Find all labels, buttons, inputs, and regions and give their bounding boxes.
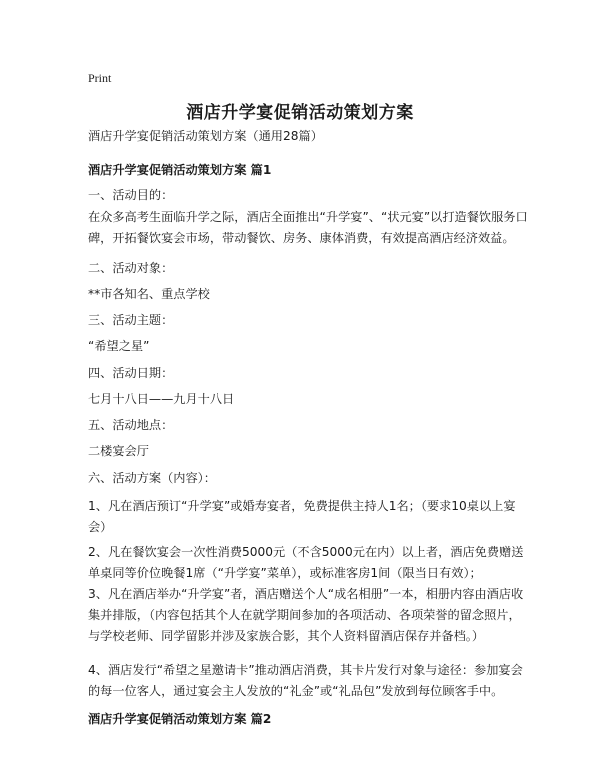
section-heading-2: 酒店升学宴促销活动策划方案 篇2 — [88, 712, 272, 726]
date-label: 四、活动日期： — [88, 366, 174, 380]
location-text: 二楼宴会厅 — [88, 444, 149, 458]
purpose-label: 一、活动目的： — [88, 188, 174, 202]
plan-item-1: 1、凡在酒店预订“升学宴”或婚寿宴者，免费提供主持人1名；（要求10桌以上宴会） — [88, 499, 516, 534]
document-subtitle: 酒店升学宴促销活动策划方案（通用28篇） — [88, 129, 323, 143]
plan-label: 六、活动方案（内容）： — [88, 471, 216, 485]
target-label: 二、活动对象： — [88, 261, 174, 275]
purpose-text: 在众多高考生面临升学之际，酒店全面推出“升学宴”、“状元宴”以打造餐饮服务口碑，开拓餐饮宴会市场，带动餐饮、房务、康体消费，有效提高酒店经济效益。 — [88, 210, 528, 245]
plan-item-2: 2、凡在餐饮宴会一次性消费5000元（不含5000元在内）以上者，酒店免费赠送单桌同等价位晚餐1席（“升学宴”菜单），或标准客房1间（限当日有效）； — [88, 545, 524, 580]
plan-item-4: 4、酒店发行“希望之星邀请卡”推动酒店消费，其卡片发行对象与途径：参加宴会的每一位客人，通过宴会主人发放的“礼金”或“礼品包”发放到每位顾客手中。 — [88, 663, 523, 698]
location-label: 五、活动地点： — [88, 418, 174, 432]
date-text: 七月十八日——九月十八日 — [88, 392, 235, 406]
target-text: **市各知名、重点学校 — [88, 287, 210, 301]
print-label[interactable]: Print — [88, 71, 112, 85]
section-heading-1: 酒店升学宴促销活动策划方案 篇1 — [88, 163, 272, 177]
plan-item-3: 3、凡在酒店举办“升学宴”者，酒店赠送个人“成名相册”一本，相册内容由酒店收集并排版，（内容包括其个人在就学期间参加的各项活动、各项荣誉的留念照片，与学校老师、同学留影并涉及家族合影，其个人资料留酒店保存并备档。） — [88, 587, 524, 643]
document-title: 酒店升学宴促销活动策划方案 — [186, 103, 414, 123]
theme-text: “希望之星” — [88, 339, 150, 353]
theme-label: 三、活动主题： — [88, 313, 174, 327]
